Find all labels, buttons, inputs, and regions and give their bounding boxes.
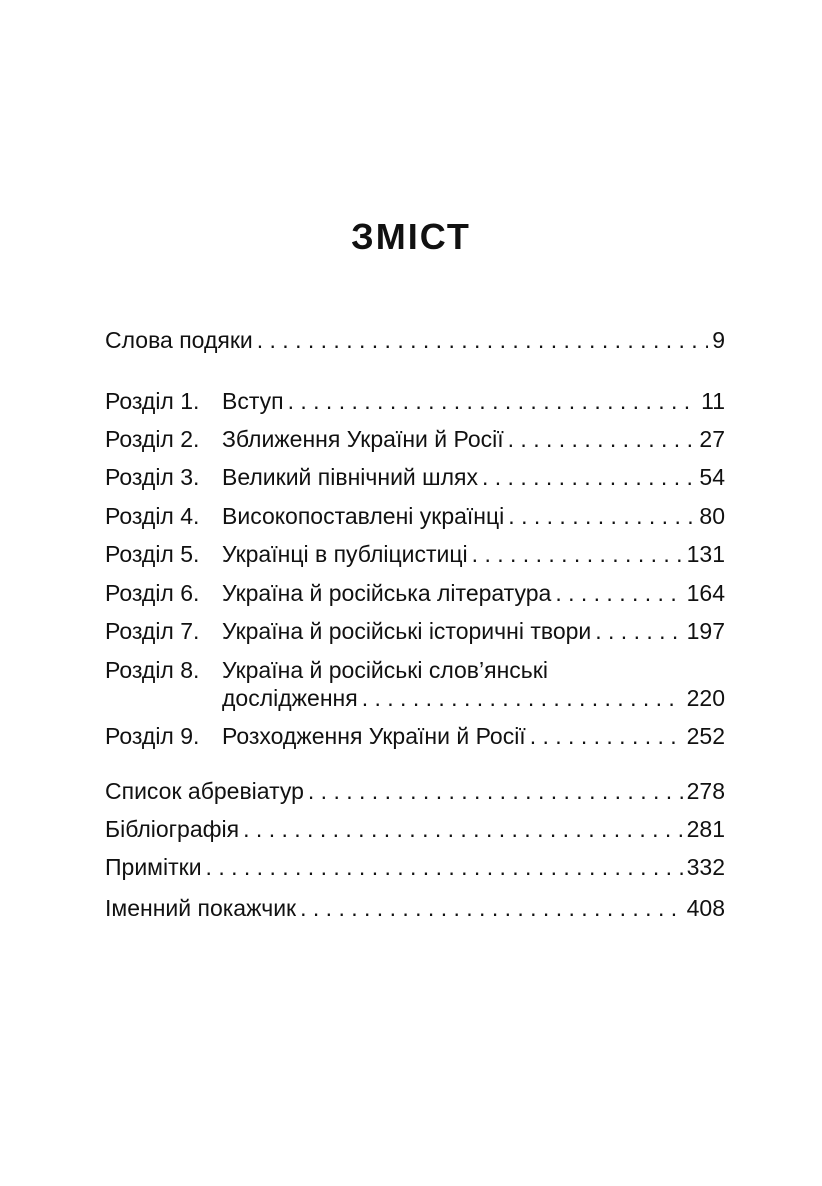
dot-leader [308,772,683,810]
toc-entry-label: Примітки [105,854,202,880]
toc-entry-bibliography[interactable] [105,810,725,848]
dot-leader [595,612,682,650]
toc-entry-chapter-7[interactable] [105,612,725,650]
toc-page-number: 11 [701,388,725,414]
toc-entry-chapter-1[interactable] [105,382,725,420]
dot-leader [288,382,698,420]
dot-leader [508,497,695,535]
toc-entry-abbreviations[interactable] [105,772,725,810]
toc-page-number: 408 [686,895,725,921]
toc-entry-acknowledgements[interactable] [105,321,725,359]
dot-leader [530,717,683,755]
toc-page-number: 131 [686,541,725,567]
toc-page-number: 220 [686,685,725,711]
chapter-number: Розділ 4. [105,503,200,529]
toc-page-number: 54 [699,464,725,490]
toc-entry-label: Україна й російські історичні твори [222,618,592,644]
chapter-number: Розділ 6. [105,580,200,606]
toc-page-number: 80 [699,503,725,529]
toc-page-number: 252 [686,723,725,749]
dot-leader [508,420,696,458]
dot-leader [362,679,683,717]
chapter-number: Розділ 8. [105,657,200,683]
toc-entry-label: Бібліографія [105,816,240,842]
dot-leader [300,889,683,927]
toc-entry-label: Україна й російська література [222,580,552,606]
toc-page-number: 332 [686,854,725,880]
toc-entry-name-index[interactable] [105,889,725,927]
toc-entry-chapter-4[interactable] [105,497,725,535]
chapter-number: Розділ 3. [105,464,200,490]
toc-entry-label: Українці в публіцистиці [222,541,468,567]
toc-entry-chapter-9[interactable] [105,717,725,755]
dot-leader [206,848,683,886]
toc-entry-chapter-8-line-2[interactable] [105,679,725,717]
toc-entry-label: Іменний покажчик [105,895,297,921]
chapter-number: Розділ 2. [105,426,200,452]
dot-leader [482,458,695,496]
dot-leader [472,535,683,573]
toc-entry-chapter-5[interactable] [105,535,725,573]
toc-entry-chapter-3[interactable] [105,458,725,496]
dot-leader [243,810,682,848]
toc-entry-label-continued: дослідження [222,685,358,711]
dot-leader [257,321,708,359]
chapter-number: Розділ 7. [105,618,200,644]
toc-page-number: 197 [686,618,725,644]
toc-entry-chapter-2[interactable] [105,420,725,458]
toc-page-number: 9 [712,327,725,353]
page-title: ЗМІСТ [351,216,471,257]
toc-page-number: 278 [686,778,725,804]
toc-entry-label: Великий північний шлях [222,464,478,490]
toc-entry-label: Вступ [222,388,284,414]
dot-leader [555,574,682,612]
chapter-number: Розділ 1. [105,388,200,414]
toc-page-number: 281 [686,816,725,842]
toc-entry-label: Розходження України й Росії [222,723,526,749]
toc-entry-label: Високопоставлені українці [222,503,505,529]
chapter-number: Розділ 9. [105,723,200,749]
toc-page-number: 27 [699,426,725,452]
toc-entry-label: Список абревіатур [105,778,304,804]
chapter-number: Розділ 5. [105,541,200,567]
toc-entry-label: Зближення України й Росії [222,426,504,452]
toc-page-number: 164 [686,580,725,606]
toc-entry-notes[interactable] [105,848,725,886]
toc-entry-label: Україна й російські слов’янські [222,657,548,683]
toc-entry-chapter-6[interactable] [105,574,725,612]
toc-entry-label: Слова подяки [105,327,253,353]
